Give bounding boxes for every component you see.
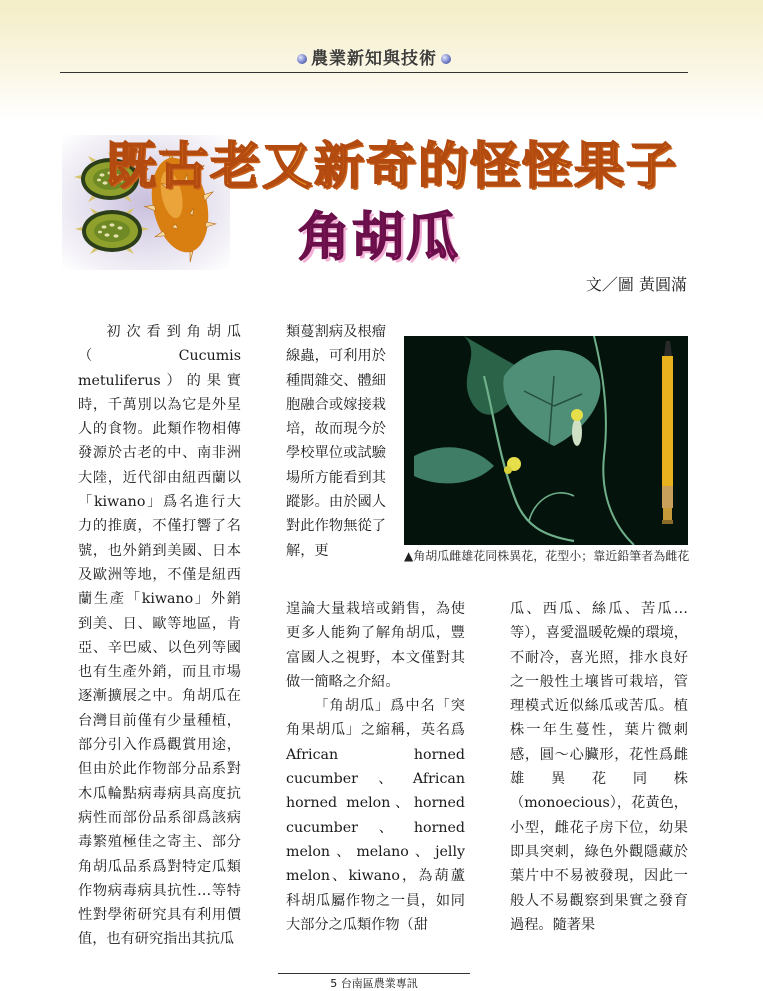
pencil [662, 341, 673, 524]
article-title: 既古老又新奇的怪怪果子 [106, 137, 678, 195]
photo-caption: ▲角胡瓜雌雄花同株異花，花型小；靠近鉛筆者為雌花 [404, 549, 690, 563]
section-title: 農業新知與技術 [311, 49, 437, 69]
article-column-2-top [286, 320, 386, 563]
publication-name: 台南區農業專訊 [340, 977, 418, 990]
byline: 文／圖 黃圓滿 [585, 275, 687, 294]
paragraph: 類蔓割病及根瘤線蟲，可利用於種間雜交、體細胞融合或嫁接栽培，故而現今於學校單位或試驗場所方能看到其蹤影。由於國人對此作物無從了解，更 [286, 324, 386, 559]
paragraph: 瓜、西瓜、絲瓜、苦瓜…等），喜愛溫暖乾燥的環境，不耐冷，喜光照，排水良好之一般性土壤皆可栽培，管理模式近似絲瓜或苦瓜。植株一年生蔓性，葉片微刺感，圓～心臟形，花性爲雌雄異花同株（monoecious），花黃色，小型，雌花子房下位，幼果即具突刺，綠色外觀隱藏於葉片中不易被發現，因此一般人不易觀察到果實之發育過程。隨著果 [510, 601, 688, 933]
paragraph: 遑論大量栽培或銷售，為使更多人能夠了解角胡瓜，豐富國人之視野，本文僅對其做一簡略之介紹。 [286, 601, 465, 690]
page-header [60, 40, 688, 73]
article-column-3 [510, 597, 688, 937]
section-label [60, 44, 688, 69]
flower-photo [404, 336, 688, 545]
page-footer [278, 973, 470, 991]
paragraph: 初次看到角胡瓜（Cucumis metuliferus）的果實時，千萬別以為它是外星人的食物。此類作物相傳發源於古老的中、南非洲大陸，近代卻由紐西蘭以「kiwano」爲名進行大力的推廣，不僅打響了名號，也外銷到美國、日本及歐洲等地，不僅是紐西蘭生產「kiwano」外銷到美、日、歐等地區，肯亞、辛巴威、以色列等國也有生產外銷，而且市場逐漸擴展之中。角胡瓜在台灣目前僅有少量種植，部分引入作爲觀賞用途，但由於此作物部分品系對木瓜輪點病毒病具高度抗病性而部份品系卻爲該病毒繁殖極佳之寄主、部分角胡瓜品系爲對特定瓜類作物病毒病具抗性…等特性對學術研究具有利用價值，也有研究指出其抗瓜 [78, 324, 241, 948]
article-subtitle: 角胡瓜 [298, 208, 461, 268]
paragraph: 「角胡瓜」爲中名「突角果胡瓜」之縮稱，英名爲 African horned cucumber、African horned melon、horned cucumber、horned melon、melano、jelly melon、kiwano，為葫蘆科胡瓜屬作物之一員，如同大部分之瓜類作物（甜 [286, 698, 465, 933]
page-number: 5 [330, 977, 338, 990]
bullet-icon [297, 54, 307, 64]
bullet-icon [441, 54, 451, 64]
article-column-1 [78, 320, 241, 970]
article-column-2-bottom [286, 597, 465, 937]
cut-fruit-bottom [75, 208, 149, 254]
